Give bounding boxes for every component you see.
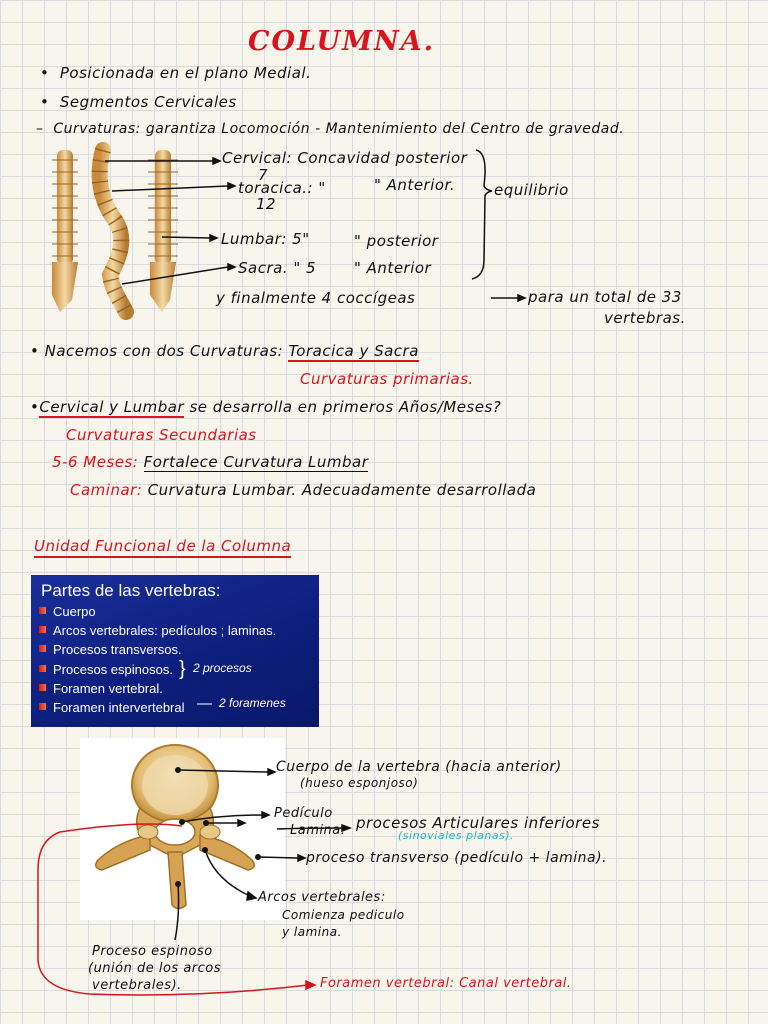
curve-sacra-value: " Anterior [354,259,432,277]
label-arches-3: y lamina. [282,925,342,939]
page-title: COLUMNA. [248,26,435,57]
months-label: 5-6 Meses: [52,453,139,471]
label-spinous-3: vertebrales). [92,978,182,993]
section-heading: Unidad Funcional de la Columna [34,537,291,558]
label-pedicle: Pedículo [274,806,333,821]
months-text: Fortalece Curvatura Lumbar [143,453,369,471]
birth-text-1: Nacemos con dos Curvaturas: [44,342,284,360]
label-spinous-2: (unión de los arcos [88,961,222,976]
secondary-curvatures-names: Cervical y Lumbar [39,398,185,416]
label-arches-2: Comienza pediculo [282,908,405,922]
equilibrio-label: equilibrio [494,181,569,199]
label-articular: procesos Articulares inferiores [356,814,600,832]
list-item-text: Foramen vertebral. [53,680,163,696]
list-item-text: Cuerpo [53,604,96,619]
walk-text: Curvatura Lumbar. Adecuadamente desarrollada [147,481,537,499]
label-articular-note: (sinoviales planas). [398,829,515,842]
slide-note-processes: 2 procesos [193,661,252,675]
primary-curvatures-names: Toracica y Sacra [288,342,419,360]
slide-note-foramina: 2 foramenes [219,696,286,710]
list-item-text: Procesos espinosos. [53,661,173,677]
total-line-1: para un total de 33 [528,288,682,306]
intro-text-3: Curvaturas: garantiza Locomoción - Mantenimiento del Centro de gravedad. [53,121,625,137]
label-body: Cuerpo de la vertebra (hacia anterior) [276,759,562,775]
bullet-dot: • [30,398,40,416]
intro-text-1: Posicionada en el plano Medial. [59,64,312,82]
curve-cervical-count: 7 [258,166,269,184]
curve-lumbar-value: " posterior [354,232,439,250]
slide-title: Partes de las vertebras: [41,581,221,600]
curve-toracica: toracica.: " [238,179,326,197]
intro-text-2: Segmentos Cervicales [59,93,237,111]
list-item-text: Procesos transversos. [53,642,182,658]
curve-toracica-count: 12 [256,195,277,213]
bullet-dot: • [40,93,60,111]
list-item-text: Foramen intervertebral [53,700,185,716]
walk-label: Caminar: [70,481,143,499]
birth-text-2: se desarrolla en primeros Años/Meses? [189,398,502,416]
curve-cervical: Cervical: Concavidad posterior [222,149,468,167]
curve-lumbar: Lumbar: 5" [221,230,310,248]
bullet-dot: • [40,64,60,82]
coccyx-line: y finalmente 4 coccígeas [216,289,416,307]
label-foramen: Foramen vertebral: Canal vertebral. [320,976,572,991]
dash: – [36,121,54,137]
label-spinous: Proceso espinoso [92,944,213,959]
arrow-icon: — [197,695,212,712]
curve-toracica-value: " Anterior. [374,176,456,194]
secondary-curvatures-label: Curvaturas Secundarias [66,426,257,444]
label-transverse: proceso transverso (pedículo + lamina). [306,850,608,866]
list-item-text: Arcos vertebrales: pedículos ; laminas. [53,623,277,639]
primary-curvatures-label: Curvaturas primarias. [300,370,474,388]
label-body-detail: (hueso esponjoso) [300,776,419,790]
label-arches: Arcos vertebrales: [258,890,386,905]
total-line-2: vertebras. [604,309,686,327]
bullet-dot: • [30,342,45,360]
curve-sacra: Sacra. " 5 [238,259,317,277]
label-lamina: Lamina. [290,823,346,838]
brace-icon: } [179,658,186,680]
